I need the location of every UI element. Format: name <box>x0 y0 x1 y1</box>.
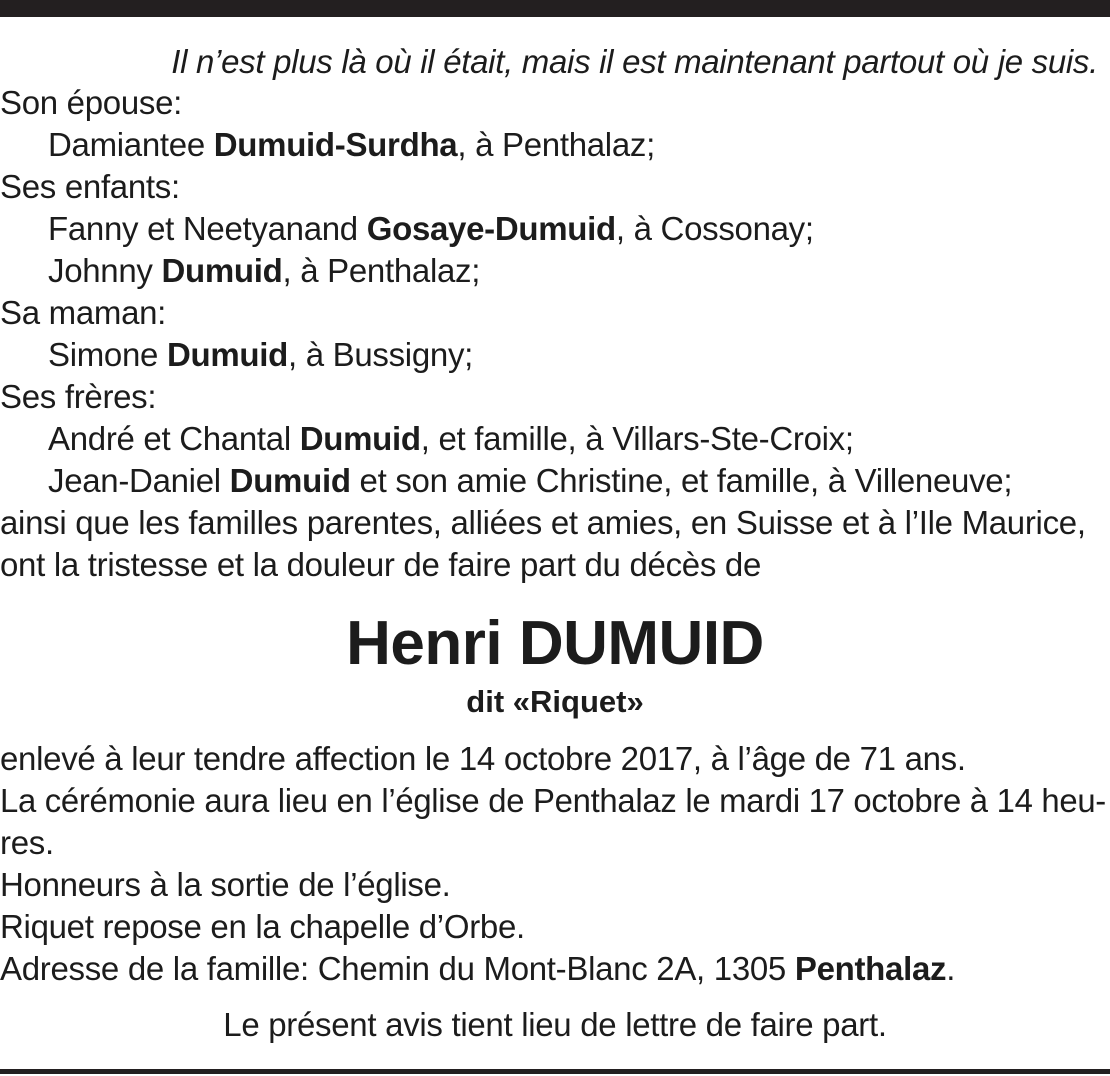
address-text: . <box>946 950 956 987</box>
top-rule <box>0 0 1110 17</box>
entry-text: et son amie Christine, et famille, à Villeneuve; <box>350 462 1013 499</box>
closing-note: Le présent avis tient lieu de lettre de faire part. <box>223 1006 887 1043</box>
deceased-nickname: dit «Riquet» <box>466 684 644 719</box>
entry-text: Damiantee <box>48 126 214 163</box>
detail-line: res. <box>0 824 54 861</box>
obituary-notice <box>0 17 1110 1046</box>
announcement-line: ont la tristesse et la douleur de faire part du décès de <box>0 546 762 583</box>
spouse-label: Son épouse: <box>0 84 183 121</box>
entry-text: , à Cossonay; <box>615 210 814 247</box>
address-text: Adresse de la famille: Chemin du Mont-Blanc 2A, 1305 <box>0 950 795 987</box>
entry-surname: Dumuid-Surdha <box>213 126 458 163</box>
entry-text: Fanny et Neetyanand <box>48 210 367 247</box>
entry-surname: Dumuid <box>229 462 351 499</box>
mother-label: Sa maman: <box>0 294 167 331</box>
motto-quote: Il n’est plus là où il était, mais il est maintenant partout où je suis. <box>171 43 1098 80</box>
entry-text: , à Penthalaz; <box>282 252 481 289</box>
address-city: Penthalaz <box>794 950 947 987</box>
spouse-entry <box>0 124 1110 166</box>
entry-text: , à Bussigny; <box>287 336 474 373</box>
entry-surname: Gosaye-Dumuid <box>366 210 616 247</box>
entry-text: , à Penthalaz; <box>457 126 655 163</box>
entry-text: Simone <box>48 336 167 373</box>
detail-line: Honneurs à la sortie de l’église. <box>0 866 451 903</box>
entry-text: André et Chantal <box>48 420 300 457</box>
child-entry <box>0 208 1110 250</box>
child-entry <box>0 250 1110 292</box>
deceased-name: Henri DUMUID <box>346 609 764 678</box>
detail-line: Riquet repose en la chapelle d’Orbe. <box>0 908 525 945</box>
detail-line: La cérémonie aura lieu en l’église de Penthalaz le mardi 17 octobre à 14 heu- <box>0 782 1106 819</box>
children-label: Ses enfants: <box>0 168 180 205</box>
mother-entry <box>0 334 1110 376</box>
entry-surname: Dumuid <box>161 252 283 289</box>
brother-entry <box>0 460 1110 502</box>
entry-text: , et famille, à Villars-Ste-Croix; <box>420 420 854 457</box>
brothers-label: Ses frères: <box>0 378 157 415</box>
family-address <box>0 948 1110 990</box>
detail-line: enlevé à leur tendre affection le 14 octobre 2017, à l’âge de 71 ans. <box>0 740 966 777</box>
families-line: ainsi que les familles parentes, alliées et amies, en Suisse et à l’Ile Maurice, <box>0 504 1086 541</box>
bottom-rule <box>0 1069 1110 1074</box>
brother-entry <box>0 418 1110 460</box>
entry-surname: Dumuid <box>166 336 288 373</box>
entry-text: Johnny <box>48 252 162 289</box>
entry-surname: Dumuid <box>299 420 421 457</box>
entry-text: Jean-Daniel <box>48 462 230 499</box>
